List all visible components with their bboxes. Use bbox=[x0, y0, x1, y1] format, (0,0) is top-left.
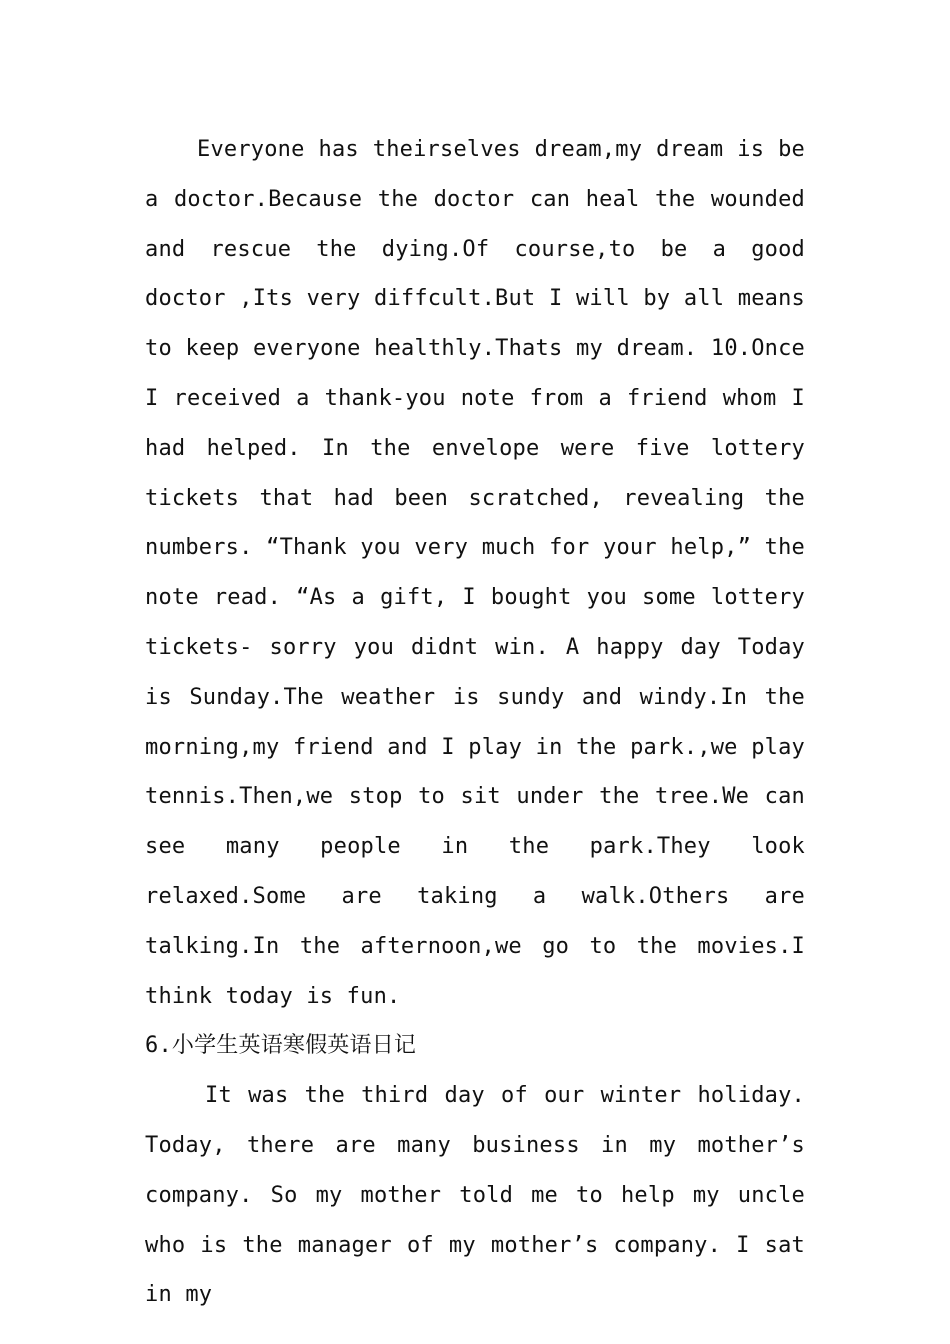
document-body bbox=[145, 125, 805, 1320]
section-heading: 6.小学生英语寒假英语日记 bbox=[145, 1033, 417, 1059]
paragraph-1: Everyone has theirselves dream,my dream is be a doctor.Because the doctor can heal the wounded and rescue the dying.Of course,to be a good doctor ,Its very diffcult.But I will by all means to keep everyone healthly.Thats my dream. 10.Once I received a thank-you note from a friend whom I had helped. In the envelope were five lottery tickets that had been scratched, revealing the numbers. “Thank you very much for your help,” the note read. “As a gift, I bought you some lottery tickets- sorry you didnt win. A happy day Today is Sunday.The weather is sundy and windy.In the morning,my friend and I play in the park.,we play tennis.Then,we stop to sit under the tree.We can see many people in the park.They look relaxed.Some are taking a walk.Others are talking.In the afternoon,we go to the movies.I think today is fun. bbox=[145, 137, 805, 1009]
paragraph-2: It was the third day of our winter holiday. Today, there are many business in my mother’s company. So my mother told me to help my uncle who is the manager of my mother’s company. I sat in my bbox=[145, 1083, 805, 1308]
